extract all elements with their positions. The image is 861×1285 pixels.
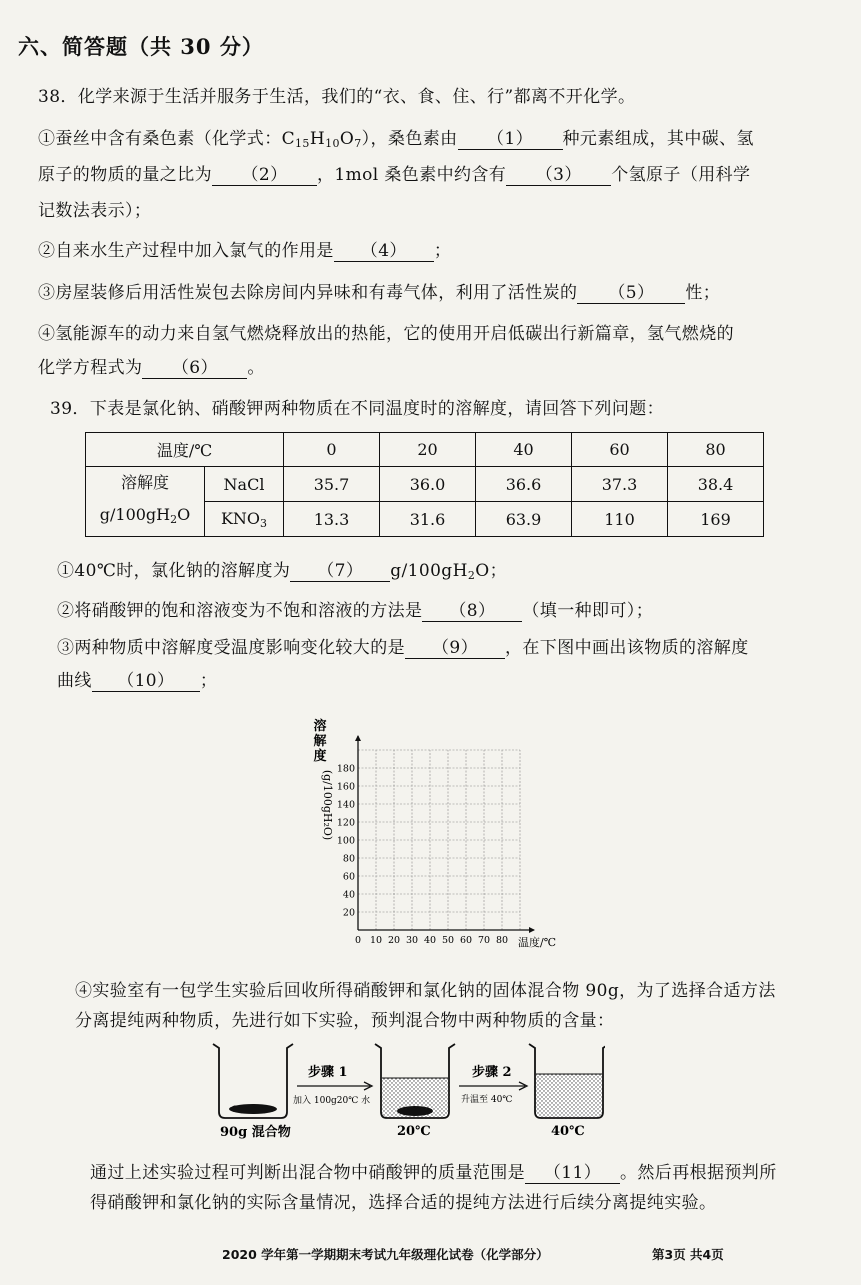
blank-6[interactable]: （6） <box>142 358 247 379</box>
unit <box>86 499 204 536</box>
table-cell: 38.4 <box>668 467 764 502</box>
experiment-diagram <box>205 1040 605 1140</box>
graph-grid <box>355 735 535 933</box>
blank-10[interactable]: （10） <box>92 671 200 692</box>
q38-p4-line2 <box>38 353 265 379</box>
beaker-1 <box>213 1044 293 1118</box>
text: g/100gH <box>99 505 171 524</box>
q38-p1-line2 <box>38 160 750 186</box>
table-cell: 37.3 <box>572 467 668 502</box>
text: O <box>339 129 355 149</box>
x-tick-label: 80 <box>495 935 509 946</box>
y-tick-label: 80 <box>342 853 355 865</box>
table-cell: 169 <box>668 502 764 537</box>
y-tick-label: 160 <box>336 781 355 793</box>
y-title-char: 度 <box>313 749 327 764</box>
q39-s1 <box>57 556 507 582</box>
y-unit: (g/100gH₂O) <box>321 769 334 841</box>
x-tick-label: 40 <box>423 935 437 946</box>
q38-p4-line1: ④氢能源车的动力来自氢气燃烧释放出的热能，它的使用开启低碳出行新篇章，氢气燃烧的 <box>38 324 734 344</box>
table-cell: 13.3 <box>284 502 380 537</box>
solution <box>536 1074 602 1117</box>
beaker-2-label: 20℃ <box>397 1124 431 1139</box>
x-tick-label: 10 <box>369 935 383 946</box>
x-axis-arrow <box>529 927 535 933</box>
y-axis-arrow <box>355 735 361 741</box>
x-tick-label: 30 <box>405 935 419 946</box>
text: ，1mol 桑色素中约含有 <box>317 165 507 185</box>
subscript: 15 <box>295 137 310 150</box>
text: ②将硝酸钾的饱和溶液变为不饱和溶液的方法是 <box>57 601 423 621</box>
x-tick-label: 0 <box>354 935 362 946</box>
table-cell: 36.0 <box>380 467 476 502</box>
beaker-3-label: 40℃ <box>551 1124 585 1139</box>
text: 溶解度 <box>120 473 169 492</box>
text: ，在下图中画出该物质的溶解度 <box>505 638 749 658</box>
y-tick-label: 140 <box>336 799 355 811</box>
text: 通过上述实验过程可判断出混合物中硝酸钾的质量范围是 <box>90 1163 525 1183</box>
table-cell: 110 <box>572 502 668 537</box>
q39-intro: 39．下表是氯化钠、硝酸钾两种物质在不同温度时的溶解度，请回答下列问题： <box>50 399 665 419</box>
q39-s4-line2: 分离提纯两种物质，先进行如下实验，预判混合物中两种物质的含量： <box>75 1011 615 1031</box>
text: 性； <box>685 283 721 303</box>
blank-7[interactable]: （7） <box>290 561 390 582</box>
subscript: 7 <box>354 137 362 150</box>
subscript: 10 <box>325 137 340 150</box>
blank-8[interactable]: （8） <box>422 601 522 622</box>
y-tick-label: 60 <box>342 871 355 883</box>
x-tick-label: 20 <box>387 935 401 946</box>
subscript: 2 <box>467 569 476 582</box>
step-1-label: 步骤 1 <box>308 1065 348 1080</box>
row-label-kno3 <box>205 502 284 537</box>
q39-s3-line2 <box>57 666 217 692</box>
temp-cell: 20 <box>380 433 476 467</box>
y-tick-label: 20 <box>342 907 355 919</box>
x-tick-label: 70 <box>477 935 491 946</box>
solid-mixture <box>229 1104 277 1114</box>
table-cell: 36.6 <box>476 467 572 502</box>
y-tick-label: 120 <box>336 817 355 829</box>
text: 曲线 <box>57 671 92 691</box>
q39-s4-line1: ④实验室有一包学生实验后回收所得硝酸钾和氯化钠的固体混合物 90g，为了选择合适方法 <box>75 981 776 1001</box>
conclusion-line1 <box>90 1158 777 1184</box>
y-tick-label: 100 <box>336 835 355 847</box>
x-axis-label: 温度/℃ <box>518 936 557 949</box>
subscript: 2 <box>170 513 178 526</box>
x-tick-label: 50 <box>441 935 455 946</box>
solubility-graph[interactable] <box>300 708 580 958</box>
text: KNO <box>220 508 261 528</box>
q38-p3 <box>38 278 720 304</box>
blank-11[interactable]: （11） <box>525 1163 620 1184</box>
text: O； <box>475 561 507 581</box>
table-cell: 31.6 <box>380 502 476 537</box>
text: ③两种物质中溶解度受温度影响变化较大的是 <box>57 638 405 658</box>
y-tick-label: 40 <box>342 889 355 901</box>
q39-s3-line1 <box>57 633 749 659</box>
q38-p2 <box>38 236 451 262</box>
subscript: 3 <box>260 516 268 530</box>
q38-p1-line1 <box>38 124 754 150</box>
text: ①蚕丝中含有桑色素（化学式：C <box>38 129 296 149</box>
text: （填一种即可）； <box>522 601 654 621</box>
text: H <box>309 129 326 149</box>
beaker-2 <box>375 1044 455 1118</box>
text: ②自来水生产过程中加入氯气的作用是 <box>38 241 334 261</box>
text: 。 <box>247 358 265 378</box>
row-label-nacl: NaCl <box>205 467 284 502</box>
temp-cell: 60 <box>572 433 668 467</box>
step-2-note: 升温至 40℃ <box>461 1095 513 1105</box>
text: 化学方程式为 <box>38 358 143 378</box>
temp-cell: 0 <box>284 433 380 467</box>
y-axis-title <box>313 718 334 840</box>
solubility-label <box>86 467 205 537</box>
y-tick-label: 180 <box>336 763 355 775</box>
text: ③房屋装修后用活性炭包去除房间内异味和有毒气体，利用了活性炭的 <box>38 283 578 303</box>
text: g/100gH <box>390 561 468 581</box>
solubility-table <box>85 432 764 537</box>
footer-title: 2020 学年第一学期期末考试九年级理化试卷（化学部分） <box>222 1247 549 1262</box>
temp-cell: 80 <box>668 433 764 467</box>
blank-1[interactable]: （1） <box>458 129 563 150</box>
text: ； <box>199 671 218 691</box>
text: O <box>177 505 191 524</box>
q39-s2 <box>57 596 653 622</box>
table-cell: 63.9 <box>476 502 572 537</box>
blank-4[interactable]: （4） <box>334 241 434 262</box>
step-1-note: 加入 100g20℃ 水 <box>293 1096 371 1106</box>
text: ①40℃时，氯化钠的溶解度为 <box>57 561 291 581</box>
text: ），桑色素由 <box>361 129 458 149</box>
blank-9[interactable]: （9） <box>405 638 505 659</box>
text: 个氢原子（用科学 <box>611 165 751 185</box>
header-temp: 温度/℃ <box>86 433 284 467</box>
beaker-1-label: 90g 混合物 <box>220 1125 291 1140</box>
blank-5[interactable]: （5） <box>577 283 685 304</box>
text: 种元素组成，其中碳、氢 <box>562 129 754 149</box>
footer-page: 第3页 共4页 <box>652 1247 724 1262</box>
q38-intro: 38．化学来源于生活并服务于生活，我们的“衣、食、住、行”都离不开化学。 <box>38 87 636 107</box>
step-2-label: 步骤 2 <box>472 1065 512 1080</box>
q38-p1-line3: 记数法表示）； <box>38 201 152 221</box>
blank-2[interactable]: （2） <box>212 165 317 186</box>
text: ； <box>433 241 452 261</box>
text: 原子的物质的量之比为 <box>38 165 212 185</box>
undissolved-solid <box>397 1106 433 1116</box>
y-title-char: 溶 <box>313 719 327 734</box>
table-cell: 35.7 <box>284 467 380 502</box>
text: 。然后再根据预判所 <box>620 1163 777 1183</box>
section-title: 六、简答题（共 30 分） <box>18 34 264 59</box>
temp-cell: 40 <box>476 433 572 467</box>
beaker-3 <box>529 1044 605 1118</box>
y-title-char: 解 <box>313 734 327 749</box>
conclusion-line2: 得硝酸钾和氯化钠的实际含量情况，选择合适的提纯方法进行后续分离提纯实验。 <box>90 1193 717 1213</box>
blank-3[interactable]: （3） <box>506 165 611 186</box>
x-tick-label: 60 <box>459 935 473 946</box>
